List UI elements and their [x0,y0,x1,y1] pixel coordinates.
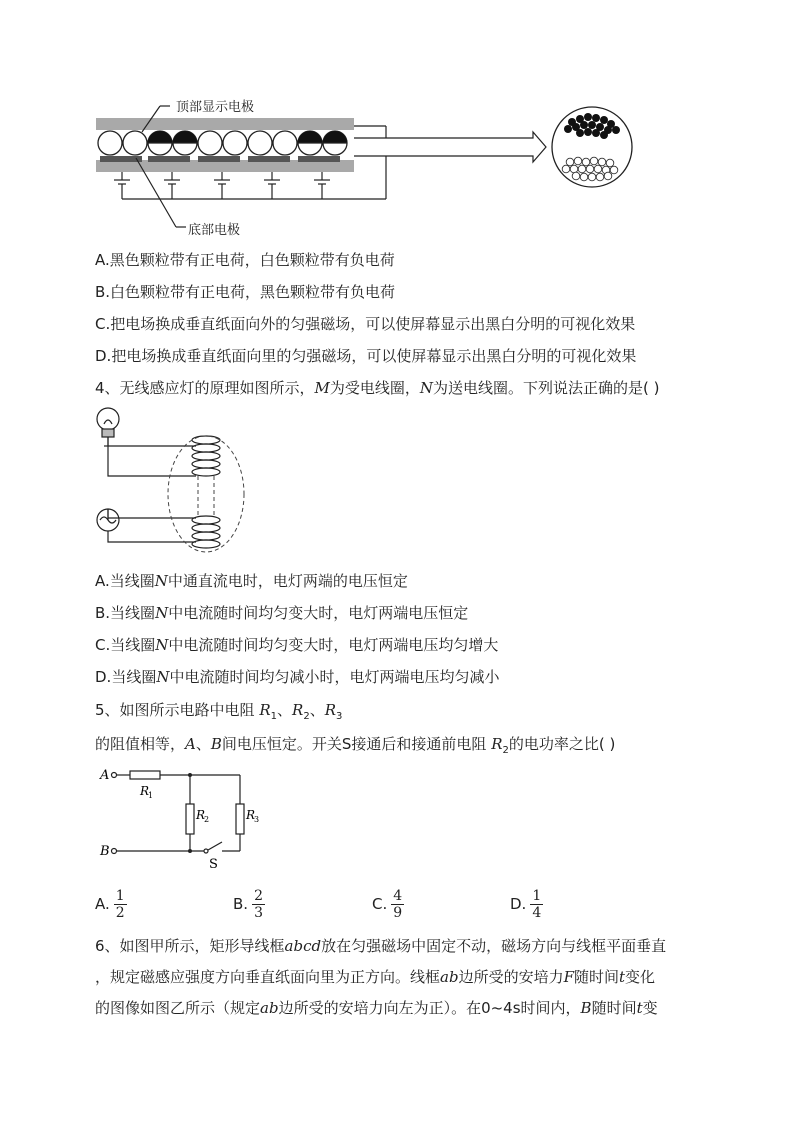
q4-option-b: B.当线圈N中电流随时间均匀变大时，电灯两端电压恒定 [95,604,469,622]
q5-option-b: B. $\frac{2}{3}$ [233,888,263,921]
top-electrode-label: 顶部显示电极 [176,100,255,115]
q3-option-c: C.把电场换成垂直纸面向外的匀强磁场，可以使屏幕显示出黑白分明的可视化效果 [95,315,636,333]
switch-label: S [209,857,218,872]
q3-option-d: D.把电场换成垂直纸面向里的匀强磁场，可以使屏幕显示出黑白分明的可视化效果 [95,347,637,365]
r1-sub: 1 [148,791,154,800]
q3-option-a: A.黑色颗粒带有正电荷，白色颗粒带有负电荷 [95,251,395,269]
r1-label: R [140,784,150,798]
r3-sub: 3 [254,815,260,824]
q6-line2: ，规定磁感应强度方向垂直纸面向里为正方向。线框ab边所受的安培力F随时间t变化 [95,968,656,986]
q5-option-a: A. $\frac{1}{2}$ [95,888,125,921]
circuit-figure [96,764,276,874]
terminal-a-label: A [100,768,110,783]
q4-option-d: D.当线圈N中电流随时间均匀减小时，电灯两端电压均匀减小 [95,668,500,686]
induction-lamp-figure [90,402,260,562]
electrophoretic-display-figure [90,92,650,242]
q6-line3: 的图像如图乙所示（规定ab边所受的安培力向左为正）。在0~4s时间内，B随时间t变 [95,999,658,1017]
q5-option-d: D. $\frac{1}{4}$ [510,888,542,921]
q4-option-a: A.当线圈N中通直流电时，电灯两端的电压恒定 [95,572,408,590]
bottom-electrode-label: 底部电极 [188,223,241,238]
r3-label: R [246,808,256,822]
q5-stem-line2: 的阻值相等，A、B间电压恒定。开关S接通后和接通前电阻 $R_2$的电功率之比( ) [95,735,616,756]
r2-sub: 2 [204,815,210,824]
terminal-b-label: B [100,844,110,859]
q5-stem-line1: 5、如图所示电路中电阻 $R_1$、$R_2$、$R_3$ [95,701,343,722]
q6-line1: 6、如图甲所示，矩形导线框abcd放在匀强磁场中固定不动，磁场方向与线框平面垂直 [95,937,667,955]
r2-label: R [196,808,206,822]
q4-stem: 4、无线感应灯的原理如图所示，M为受电线圈，N为送电线圈。下列说法正确的是( ) [95,379,660,397]
q3-option-b: B.白色颗粒带有正电荷，黑色颗粒带有负电荷 [95,283,396,301]
q4-option-c: C.当线圈N中电流随时间均匀变大时，电灯两端电压均匀增大 [95,636,499,654]
q5-option-c: C. $\frac{4}{9}$ [372,888,403,921]
